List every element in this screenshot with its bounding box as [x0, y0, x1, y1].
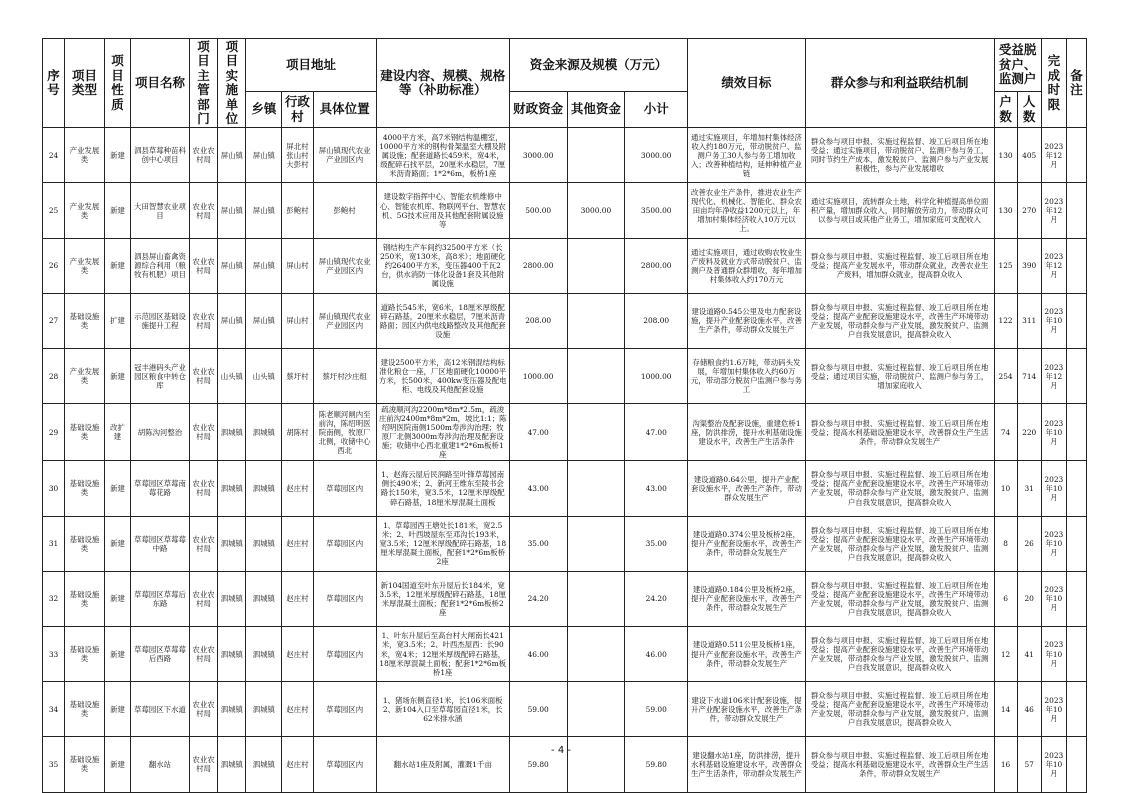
cell-type: 基础设施类 [65, 626, 105, 681]
table-body [43, 128, 1087, 792]
cell-seq: 24 [43, 128, 65, 183]
cell-unit: 屏山镇 [218, 183, 246, 238]
cell-mechanism: 群众参与项目申报、实施过程监督、竣工后项目所在地受益；提高水利基础设施建设水平，改善群众生产生活条件，带动群众发展生产 [805, 737, 994, 792]
cell-remark [1066, 682, 1086, 737]
cell-deadline: 2023年10月 [1041, 626, 1066, 681]
cell-deadline: 2023年10月 [1041, 571, 1066, 626]
cell-deadline: 2023年12月 [1041, 349, 1066, 404]
cell-unit: 泗城镇 [218, 737, 246, 792]
cell-nature: 新建 [104, 349, 130, 404]
cell-dept: 农业农村局 [189, 737, 217, 792]
cell-location: 屏山镇现代农业产业园区内 [313, 128, 376, 183]
col-location-header: 具体位置 [313, 91, 376, 127]
cell-seq: 27 [43, 293, 65, 348]
cell-nature: 新建 [104, 128, 130, 183]
cell-goal: 建设道路0.184公里及板桥2座，提升产业配套设施水平，改善生产条件，带动群众发展生产 [688, 571, 806, 626]
cell-remark [1066, 128, 1086, 183]
cell-deadline: 2023年12月 [1041, 183, 1066, 238]
col-dept-header: 项目主管部门 [189, 39, 217, 128]
cell-goal: 通过实施项目，通过收购农牧业生产废料及就业方式带动脱贫户、监测户及普通群众群增收，每年增加村集体收入约170万元 [688, 238, 806, 293]
cell-town: 屏山镇 [246, 183, 282, 238]
col-fiscal-header: 财政资金 [509, 91, 567, 127]
cell-mechanism: 群众参与项目申报、实施过程监督、竣工后项目所在地受益；提高产业配套设施建设水平，改善生产环境带动产业发展，带动群众参与产业发展，激发脱贫户、监测户自我发展意识，提高群众收入 [805, 516, 994, 571]
cell-location: 彭鲍村 [313, 183, 376, 238]
cell-location: 草莓园区内 [313, 682, 376, 737]
col-people-header: 人数 [1017, 91, 1041, 127]
cell-remark [1066, 238, 1086, 293]
cell-type: 基础设施类 [65, 737, 105, 792]
cell-unit: 泗城镇 [218, 461, 246, 516]
cell-seq: 31 [43, 516, 65, 571]
cell-location: 草莓园区内 [313, 461, 376, 516]
col-town-header: 乡镇 [246, 91, 282, 127]
cell-village: 赵庄村 [282, 571, 313, 626]
cell-nature: 新建 [104, 461, 130, 516]
cell-fiscal: 46.00 [509, 626, 567, 681]
cell-unit: 屏山镇 [218, 238, 246, 293]
cell-dept: 农业农村局 [189, 461, 217, 516]
col-funds-header: 资金来源及规模（万元） [509, 39, 687, 92]
cell-name: 冠丰港码头产业园区粮食中转仓库 [131, 349, 190, 404]
cell-name: 胡陈沟河整治 [131, 404, 190, 461]
cell-seq: 33 [43, 626, 65, 681]
cell-seq: 34 [43, 682, 65, 737]
cell-type: 基础设施类 [65, 404, 105, 461]
cell-fiscal: 1000.00 [509, 349, 567, 404]
cell-goal: 建设道路0.64公里，提升产业配套设施水平，改善生产条件，带动群众发展生产 [688, 461, 806, 516]
cell-content: 1、猪场东侧直径1米，长106米面板 2、新104入口至草莓园直径1米，长62米排水涵 [376, 682, 509, 737]
cell-people: 31 [1017, 461, 1041, 516]
cell-subtotal: 1000.00 [625, 349, 688, 404]
cell-unit: 屏山镇 [218, 128, 246, 183]
cell-people: 46 [1017, 682, 1041, 737]
cell-content: 疏浚顺河沟2200m*8m*2.5m，疏浚庄前沟2400m*8m*2m，坡比1:1；陈绍明医院南侧1500m寿涉沟治理；牧原厂北侧3000m寿涉沟治理及配套设施；收储中心西北重建1*2*6m板桥1座 [376, 404, 509, 461]
cell-other [567, 571, 625, 626]
cell-dept: 农业农村局 [189, 183, 217, 238]
col-type-header: 项目类型 [65, 39, 105, 128]
cell-other [567, 293, 625, 348]
cell-nature: 改扩建 [104, 404, 130, 461]
cell-content: 1、叶东升屋后至高台村大闸南长421米，宽3.5米；2、叶西杰屋西：长90米，宽4米；12厘米厚级配碎石路基，18厘米厚混凝土面板；配套1*2*6m板桥1座 [376, 626, 509, 681]
cell-remark [1066, 461, 1086, 516]
cell-name: 大田智慧农业项目 [131, 183, 190, 238]
cell-type: 产业发展类 [65, 128, 105, 183]
cell-location: 蔡圩村沙庄组 [313, 349, 376, 404]
cell-subtotal: 35.00 [625, 516, 688, 571]
cell-type: 产业发展类 [65, 183, 105, 238]
cell-remark [1066, 626, 1086, 681]
cell-subtotal: 24.20 [625, 571, 688, 626]
cell-deadline: 2023年10月 [1041, 516, 1066, 571]
cell-type: 基础设施类 [65, 516, 105, 571]
cell-dept: 农业农村局 [189, 571, 217, 626]
cell-fiscal: 59.80 [509, 737, 567, 792]
cell-unit: 泗城镇 [218, 571, 246, 626]
cell-other [567, 516, 625, 571]
cell-nature: 新建 [104, 183, 130, 238]
col-unit-header: 项目实施单位 [218, 39, 246, 128]
table-row [43, 571, 1087, 626]
cell-town: 屏山镇 [246, 238, 282, 293]
cell-unit: 屏山镇 [218, 293, 246, 348]
cell-goal: 建设道路0.511公里及板桥1座，提升产业配套设施水平，改善生产条件，带动群众发展生产 [688, 626, 806, 681]
cell-subtotal: 208.00 [625, 293, 688, 348]
cell-location: 屏山镇现代农业产业园区内 [313, 293, 376, 348]
cell-fiscal: 24.20 [509, 571, 567, 626]
cell-mechanism: 群众参与项目申报、实施过程监督、竣工后项目所在地受益；提高产业配套设施建设水平，改善生产环境带动产业发展，带动群众参与产业发展，激发脱贫户、监测户自我发展意识，提高群众收入 [805, 682, 994, 737]
cell-remark [1066, 293, 1086, 348]
page-number: - 4 - [551, 745, 571, 756]
cell-nature: 新建 [104, 516, 130, 571]
cell-households: 130 [994, 183, 1017, 238]
cell-households: 10 [994, 461, 1017, 516]
table-row [43, 404, 1087, 461]
cell-town: 泗城镇 [246, 571, 282, 626]
cell-other [567, 238, 625, 293]
cell-fiscal: 208.00 [509, 293, 567, 348]
cell-fiscal: 35.00 [509, 516, 567, 571]
cell-type: 基础设施类 [65, 571, 105, 626]
cell-fiscal: 500.00 [509, 183, 567, 238]
col-remark-header: 备注 [1066, 39, 1086, 128]
cell-mechanism: 通过实施项目，流转群众土地，科学化种植提高单位面积产量，增加群众收入，同时解放劳动力，带动群众可以参与项目或其他产业务工，增加家庭可支配收入 [805, 183, 994, 238]
cell-fiscal: 47.00 [509, 404, 567, 461]
cell-village: 赵庄村 [282, 461, 313, 516]
cell-people: 390 [1017, 238, 1041, 293]
cell-nature: 新建 [104, 238, 130, 293]
cell-unit: 泗城镇 [218, 682, 246, 737]
cell-seq: 30 [43, 461, 65, 516]
cell-dept: 农业农村局 [189, 626, 217, 681]
cell-seq: 29 [43, 404, 65, 461]
cell-content: 钢结构生产车间约32500平方米（长250米，宽130米，高8米）；地面硬化约26400平方米，变压器400千瓦2台，供水消防一体化设备1套及其他附属设施 [376, 238, 509, 293]
cell-people: 714 [1017, 349, 1041, 404]
cell-subtotal: 59.00 [625, 682, 688, 737]
cell-location: 草莓园区内 [313, 516, 376, 571]
cell-village: 胡陈村 [282, 404, 313, 461]
cell-name: 草莓园区下水道 [131, 682, 190, 737]
cell-name: 泗县草莓种苗科创中心项目 [131, 128, 190, 183]
cell-seq: 25 [43, 183, 65, 238]
cell-content: 建设数字指挥中心、智能农机维修中心、智能农机库、物联网平台、智慧农机、5G技术应用及其他配套附属设施等 [376, 183, 509, 238]
cell-type: 基础设施类 [65, 461, 105, 516]
cell-households: 125 [994, 238, 1017, 293]
cell-town: 泗城镇 [246, 404, 282, 461]
cell-name: 草莓园区草莓南莓花路 [131, 461, 190, 516]
cell-town: 泗城镇 [246, 461, 282, 516]
cell-households: 8 [994, 516, 1017, 571]
cell-unit: 泗城镇 [218, 404, 246, 461]
cell-content: 1、草莓园西王塘处长181米，宽2.5米；2、叶西坡屋东至邓沟长193米，宽3.5米；12厘米厚级配碎石路基，18厘米厚混凝土面板，配套1*2*6m板桥2座 [376, 516, 509, 571]
cell-name: 示范园区基础设施提升工程 [131, 293, 190, 348]
table-row [43, 183, 1087, 238]
cell-town: 泗城镇 [246, 626, 282, 681]
cell-remark [1066, 183, 1086, 238]
cell-goal: 建设道路0.374公里及板桥2座，提升产业配套设施水平，改善生产条件，带动群众发展生产 [688, 516, 806, 571]
col-name-header: 项目名称 [131, 39, 190, 128]
cell-location: 草莓园区内 [313, 571, 376, 626]
cell-subtotal: 3500.00 [625, 183, 688, 238]
cell-other [567, 626, 625, 681]
cell-other [567, 682, 625, 737]
cell-name: 草莓园区草莓后东路 [131, 571, 190, 626]
col-village-header: 行政村 [282, 91, 313, 127]
cell-remark [1066, 404, 1086, 461]
cell-goal: 建设道路0.545公里及电力配套设施，提升产业配套设施水平，改善生产条件，带动群众发展生产 [688, 293, 806, 348]
cell-goal: 建设下水道106米计配套设施，提升产业配套设施水平，改善生产条件，带动群众发展生产 [688, 682, 806, 737]
cell-town: 山头镇 [246, 349, 282, 404]
cell-fiscal: 2800.00 [509, 238, 567, 293]
cell-subtotal: 47.00 [625, 404, 688, 461]
cell-type: 基础设施类 [65, 682, 105, 737]
cell-deadline: 2023年10月 [1041, 404, 1066, 461]
cell-town: 泗城镇 [246, 516, 282, 571]
cell-households: 6 [994, 571, 1017, 626]
cell-name: 翻水站 [131, 737, 190, 792]
cell-fiscal: 43.00 [509, 461, 567, 516]
project-table [42, 38, 1087, 793]
cell-goal: 改善农业生产条件，推进农业生产现代化、机械化、智能化、群众农田亩均年净收益1200元以上，年增加村集体经济收入10万元以上。 [688, 183, 806, 238]
cell-name: 草莓园区草莓莓后西路 [131, 626, 190, 681]
cell-other [567, 128, 625, 183]
cell-seq: 32 [43, 571, 65, 626]
cell-village: 赵庄村 [282, 682, 313, 737]
cell-households: 130 [994, 128, 1017, 183]
cell-village: 屏北村 张山村 大彭村 [282, 128, 313, 183]
table-row [43, 128, 1087, 183]
cell-goal: 通过实施项目，年增加村集体经济收入约180万元，带动脱贫户、监测户务工30人参与务工增加收入；改善种植结构，延伸种植产业链 [688, 128, 806, 183]
cell-deadline: 2023年10月 [1041, 293, 1066, 348]
col-address-header: 项目地址 [246, 39, 376, 92]
cell-content: 建设2500平方米，高12米钢混结构标准化粮仓一座，厂区地面硬化10000平方米，长500米，400kw变压器及配电柜、电线及其他配套设施 [376, 349, 509, 404]
cell-seq: 26 [43, 238, 65, 293]
cell-village: 屏山村 [282, 293, 313, 348]
cell-content: 4000平方米，高7米钢结构温棚室，10000平方米的钢构骨架温室大棚及附属设施；配套道路长459米，宽4米，级配碎石找平层，20厘米水稳层，7厘米沥青路面；1*2*6m，板桥1座 [376, 128, 509, 183]
cell-name: 泗县屏山畜禽资源综合利用（粮牧有机肥）项目 [131, 238, 190, 293]
cell-people: 270 [1017, 183, 1041, 238]
cell-other [567, 349, 625, 404]
cell-fiscal: 3000.00 [509, 128, 567, 183]
cell-dept: 农业农村局 [189, 128, 217, 183]
cell-village: 蔡圩村 [282, 349, 313, 404]
cell-subtotal: 3000.00 [625, 128, 688, 183]
cell-other [567, 461, 625, 516]
cell-content: 翻水站1座及附属，灌溉1千亩 [376, 737, 509, 792]
col-other-header: 其他资金 [567, 91, 625, 127]
cell-nature: 新建 [104, 571, 130, 626]
cell-deadline: 2023年10月 [1041, 682, 1066, 737]
col-seq-header: 序号 [43, 39, 65, 128]
cell-mechanism: 群众参与项目申报、实施过程监督、竣工后项目所在地受益；通过实施项目，带动脱贫户、监测户参与务工，同时节约生产成本，激发脱贫户、监测户参与产业发展积极性，参与产业发展增收 [805, 128, 994, 183]
cell-people: 41 [1017, 626, 1041, 681]
cell-dept: 农业农村局 [189, 516, 217, 571]
cell-town: 泗城镇 [246, 682, 282, 737]
cell-subtotal: 46.00 [625, 626, 688, 681]
table-row [43, 682, 1087, 737]
cell-remark [1066, 516, 1086, 571]
cell-mechanism: 群众参与项目申报、实施过程监督、竣工后项目所在地受益；提高产业配套设施建设水平，改善生产环境带动产业发展，带动群众参与产业发展，激发脱贫户、监测户自我发展意识，提高群众收入 [805, 626, 994, 681]
cell-people: 311 [1017, 293, 1041, 348]
cell-location: 陈老顺河闸内至前沟，陈绍明医院南侧，牧原厂北侧，收储中心西北 [313, 404, 376, 461]
cell-other: 3000.00 [567, 183, 625, 238]
cell-unit: 泗城镇 [218, 626, 246, 681]
cell-dept: 农业农村局 [189, 293, 217, 348]
cell-village: 赵庄村 [282, 737, 313, 792]
cell-mechanism: 群众参与项目申报、实施过程监督、竣工后项目所在地受益；提高产业配套设施建设水平，改善生产环境带动产业发展，带动群众参与产业发展，激发脱贫户、监测户自我发展意识，提高群众收入 [805, 571, 994, 626]
cell-households: 122 [994, 293, 1017, 348]
cell-mechanism: 群众参与项目申报、实施过程监督、竣工后项目所在地受益；通过项目实施，带动脱贫户、监测户参与务工，增加家庭收入 [805, 349, 994, 404]
cell-people: 20 [1017, 571, 1041, 626]
cell-deadline: 2023年12月 [1041, 128, 1066, 183]
cell-deadline: 2023年10月 [1041, 737, 1066, 792]
cell-nature: 扩建 [104, 293, 130, 348]
cell-deadline: 2023年10月 [1041, 461, 1066, 516]
table-row [43, 626, 1087, 681]
cell-dept: 农业农村局 [189, 349, 217, 404]
cell-unit: 泗城镇 [218, 516, 246, 571]
cell-type: 产业发展类 [65, 349, 105, 404]
col-deadline-header: 完成时限 [1041, 39, 1066, 128]
cell-mechanism: 群众参与项目申报、实施过程监督、竣工后项目所在地受益；提高产业发展水平，带动群众就业，改善农业生产废料，增加群众就业，提高群众收入 [805, 238, 994, 293]
cell-nature: 新建 [104, 682, 130, 737]
cell-location: 屏山镇现代农业产业园区内 [313, 238, 376, 293]
cell-village: 赵庄村 [282, 626, 313, 681]
cell-people: 405 [1017, 128, 1041, 183]
col-benefit-header: 受益脱贫户、监测户 [994, 39, 1041, 92]
cell-dept: 农业农村局 [189, 238, 217, 293]
cell-location: 草莓园区内 [313, 737, 376, 792]
cell-people: 57 [1017, 737, 1041, 792]
cell-goal: 建设翻水站1座，防洪排涝，提升水利基础设施建设水平，改善群众生产生活条件，带动群众发展生产 [688, 737, 806, 792]
cell-people: 26 [1017, 516, 1041, 571]
col-goal-header: 绩效目标 [688, 39, 806, 128]
col-content-header: 建设内容、规模、规格等（补助标准） [376, 39, 509, 128]
cell-mechanism: 群众参与项目申报、实施过程监督、竣工后项目所在地受益；提高产业配套设施建设水平，改善生产环境带动产业发展，带动群众参与产业发展，激发脱贫户、监测户自我发展意识，提高群众收入 [805, 293, 994, 348]
table-row [43, 461, 1087, 516]
cell-dept: 农业农村局 [189, 682, 217, 737]
cell-households: 14 [994, 682, 1017, 737]
cell-households: 16 [994, 737, 1017, 792]
cell-nature: 新建 [104, 737, 130, 792]
cell-nature: 新建 [104, 626, 130, 681]
cell-town: 屏山镇 [246, 293, 282, 348]
cell-town: 屏山镇 [246, 128, 282, 183]
cell-mechanism: 群众参与项目申报、实施过程监督、竣工后项目所在地受益；提高产业配套设施建设水平，改善生产环境带动产业发展，带动群众参与产业发展，激发脱贫户、监测户自我发展意识，提高群众收入 [805, 461, 994, 516]
cell-subtotal: 43.00 [625, 461, 688, 516]
cell-name: 草莓园区草莓莓中路 [131, 516, 190, 571]
cell-subtotal: 59.80 [625, 737, 688, 792]
cell-content: 道路长545米，宽6米，18厘米厚级配碎石路基，20厘米水稳层，7厘米沥青路面；园区内供电线路整改及其他配套设施 [376, 293, 509, 348]
col-households-header: 户数 [994, 91, 1017, 127]
cell-households: 74 [994, 404, 1017, 461]
table-row [43, 293, 1087, 348]
cell-unit: 山头镇 [218, 349, 246, 404]
table-row [43, 238, 1087, 293]
cell-deadline: 2023年12月 [1041, 238, 1066, 293]
cell-village: 彭鲍村 [282, 183, 313, 238]
cell-village: 赵庄村 [282, 516, 313, 571]
table-row [43, 349, 1087, 404]
cell-households: 254 [994, 349, 1017, 404]
col-mechanism-header: 群众参与和利益联结机制 [805, 39, 994, 128]
cell-content: 新104国道至叶东升屋后长184米，宽3.5米，12厘米厚级配碎石路基，18厘米厚混凝土面板；配套1*2*6m板桥2座 [376, 571, 509, 626]
cell-goal: 沟渠整治及配套设施，重建危桥1座，防洪排涝，提升水利基础设施建设水平，改善生产生活条件 [688, 404, 806, 461]
table-row [43, 516, 1087, 571]
cell-dept: 农业农村局 [189, 404, 217, 461]
cell-town: 泗城镇 [246, 737, 282, 792]
cell-village: 屏山村 [282, 238, 313, 293]
cell-other [567, 404, 625, 461]
cell-type: 基础设施类 [65, 293, 105, 348]
cell-content: 1、赵海云屋后民润路至叶锋草莓园南侧长490米；2、新河王维东至陵书会路长150米，宽3.5米，12厘米厚级配碎石路基，18厘米厚混凝土面板 [376, 461, 509, 516]
cell-seq: 28 [43, 349, 65, 404]
cell-goal: 存储粮食约1.6万吨，带动码头发展，年增加村集体收入约60万元，带动部分脱贫户监测户参与务工 [688, 349, 806, 404]
cell-type: 产业发展类 [65, 238, 105, 293]
cell-mechanism: 群众参与项目申报、实施过程监督、竣工后项目所在地受益；提高水利基础设施建设水平，改善群众生产生活条件，带动群众发展生产 [805, 404, 994, 461]
cell-subtotal: 2800.00 [625, 238, 688, 293]
cell-remark [1066, 349, 1086, 404]
cell-people: 220 [1017, 404, 1041, 461]
cell-seq: 35 [43, 737, 65, 792]
cell-location: 草莓园区内 [313, 626, 376, 681]
col-subtotal-header: 小计 [625, 91, 688, 127]
cell-fiscal: 59.00 [509, 682, 567, 737]
col-nature-header: 项目性质 [104, 39, 130, 128]
cell-households: 12 [994, 626, 1017, 681]
cell-remark [1066, 571, 1086, 626]
